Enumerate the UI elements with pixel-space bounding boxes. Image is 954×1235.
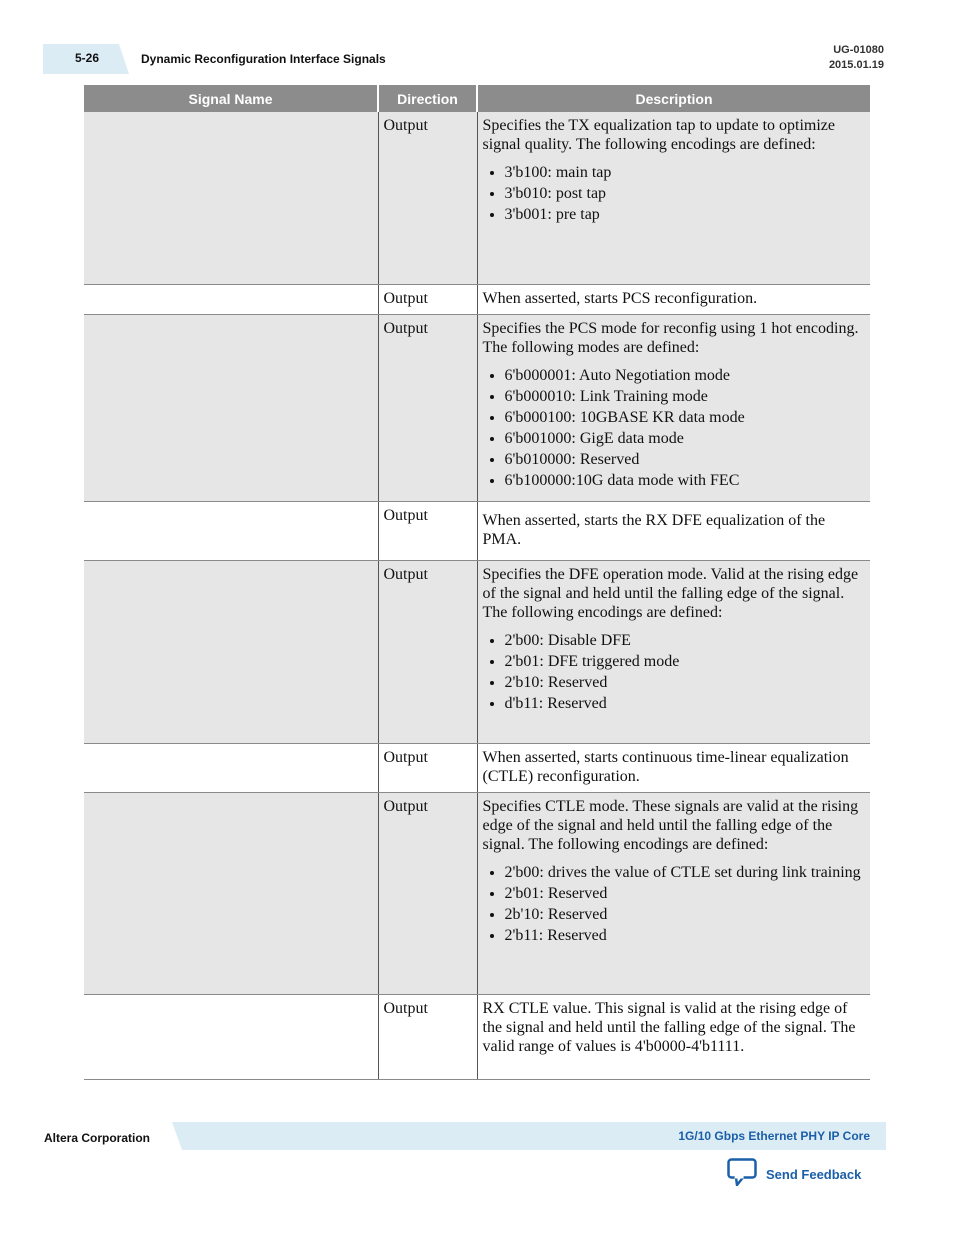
document-title-link[interactable]: 1G/10 Gbps Ethernet PHY IP Core xyxy=(678,1129,870,1143)
list-item: • d'b11: Reserved xyxy=(505,694,866,713)
list-item: • 3'b010: post tap xyxy=(505,184,866,203)
send-feedback-label: Send Feedback xyxy=(766,1167,862,1182)
table-row xyxy=(84,284,870,314)
encoding-list xyxy=(483,863,866,945)
description-text: When asserted, starts continuous time-linear equalization (CTLE) reconfiguration. xyxy=(482,748,849,785)
page-number: 5-26 xyxy=(75,51,100,65)
signal-name-cell xyxy=(84,560,378,743)
table-header-row xyxy=(84,85,870,112)
direction-cell: Output xyxy=(378,501,477,560)
direction-cell: Output xyxy=(378,284,477,314)
list-item: • 3'b100: main tap xyxy=(505,163,866,182)
description-cell xyxy=(477,314,870,501)
signal-name-cell xyxy=(84,792,378,994)
doc-id: UG-01080 xyxy=(833,44,884,56)
direction-cell: Output xyxy=(378,792,477,994)
signal-name-cell xyxy=(84,284,378,314)
list-item: • 6'b010000: Reserved xyxy=(505,450,866,469)
description-cell xyxy=(477,560,870,743)
signal-name-cell xyxy=(84,994,378,1079)
table-row xyxy=(84,501,870,560)
table-row xyxy=(84,792,870,994)
signal-name-cell xyxy=(84,112,378,284)
list-item: • 6'b001000: GigE data mode xyxy=(505,429,866,448)
description-cell xyxy=(477,994,870,1079)
list-item: • 6'b000001: Auto Negotiation mode xyxy=(505,366,866,385)
list-item: • 2'b11: Reserved xyxy=(505,926,866,945)
list-item: • 2'b10: Reserved xyxy=(505,673,866,692)
company-name: Altera Corporation xyxy=(44,1131,151,1145)
table-row xyxy=(84,994,870,1079)
table-row xyxy=(84,314,870,501)
description-text: Specifies the TX equalization tap to update to optimize signal quality. The following encodings are defined: xyxy=(482,117,835,153)
direction-cell: Output xyxy=(378,112,477,284)
column-header-signal-name: Signal Name xyxy=(84,85,378,112)
direction-cell: Output xyxy=(378,560,477,743)
list-item: • 3'b001: pre tap xyxy=(505,205,866,224)
direction-cell: Output xyxy=(378,994,477,1079)
signal-name-cell xyxy=(84,314,378,501)
description-cell xyxy=(477,112,870,284)
description-text: When asserted, starts PCS reconfiguration. xyxy=(482,289,758,307)
list-item: • 2'b01: DFE triggered mode xyxy=(505,652,866,671)
description-cell xyxy=(477,743,870,792)
doc-date: 2015.01.19 xyxy=(828,59,884,71)
description-cell xyxy=(477,792,870,994)
signal-name-cell xyxy=(84,743,378,792)
section-title: Dynamic Reconfiguration Interface Signals xyxy=(141,52,386,66)
column-header-description: Description xyxy=(477,85,870,112)
encoding-list xyxy=(483,366,866,490)
direction-cell: Output xyxy=(378,314,477,501)
list-item: • 6'b000100: 10GBASE KR data mode xyxy=(505,408,866,427)
column-header-direction: Direction xyxy=(378,85,477,112)
signal-name-cell xyxy=(84,501,378,560)
encoding-list xyxy=(483,631,866,713)
list-item: • 6'b100000:10G data mode with FEC xyxy=(505,471,866,490)
signals-table xyxy=(84,85,870,1080)
description-text: RX CTLE value. This signal is valid at the rising edge of the signal and held until the falling edge of the signal. The valid range of values is 4'b0000-4'b1111. xyxy=(482,999,856,1055)
list-item: • 2'b00: Disable DFE xyxy=(505,631,866,650)
description-cell xyxy=(477,284,870,314)
send-feedback-link[interactable] xyxy=(727,1158,861,1191)
direction-cell: Output xyxy=(378,743,477,792)
description-text: Specifies the PCS mode for reconfig using 1 hot encoding. The following modes are defined: xyxy=(482,319,859,356)
list-item: • 2'b00: drives the value of CTLE set during link training xyxy=(505,863,866,882)
table-row xyxy=(84,743,870,792)
doc-meta xyxy=(829,43,884,73)
speech-bubble-icon xyxy=(727,1158,757,1191)
description-cell xyxy=(477,501,870,560)
table-row xyxy=(84,560,870,743)
description-text: Specifies the DFE operation mode. Valid at the rising edge of the signal and held until the falling edge of the signal. The following encodings are defined: xyxy=(482,565,859,621)
table-row xyxy=(84,112,870,284)
list-item: • 2b'10: Reserved xyxy=(505,905,866,924)
list-item: • 6'b000010: Link Training mode xyxy=(505,387,866,406)
description-text: When asserted, starts the RX DFE equalization of the PMA. xyxy=(482,511,826,548)
encoding-list xyxy=(483,163,866,224)
list-item: • 2'b01: Reserved xyxy=(505,884,866,903)
description-text: Specifies CTLE mode. These signals are valid at the rising edge of the signal and held until the falling edge of the signal. The following encodings are defined: xyxy=(482,797,859,853)
